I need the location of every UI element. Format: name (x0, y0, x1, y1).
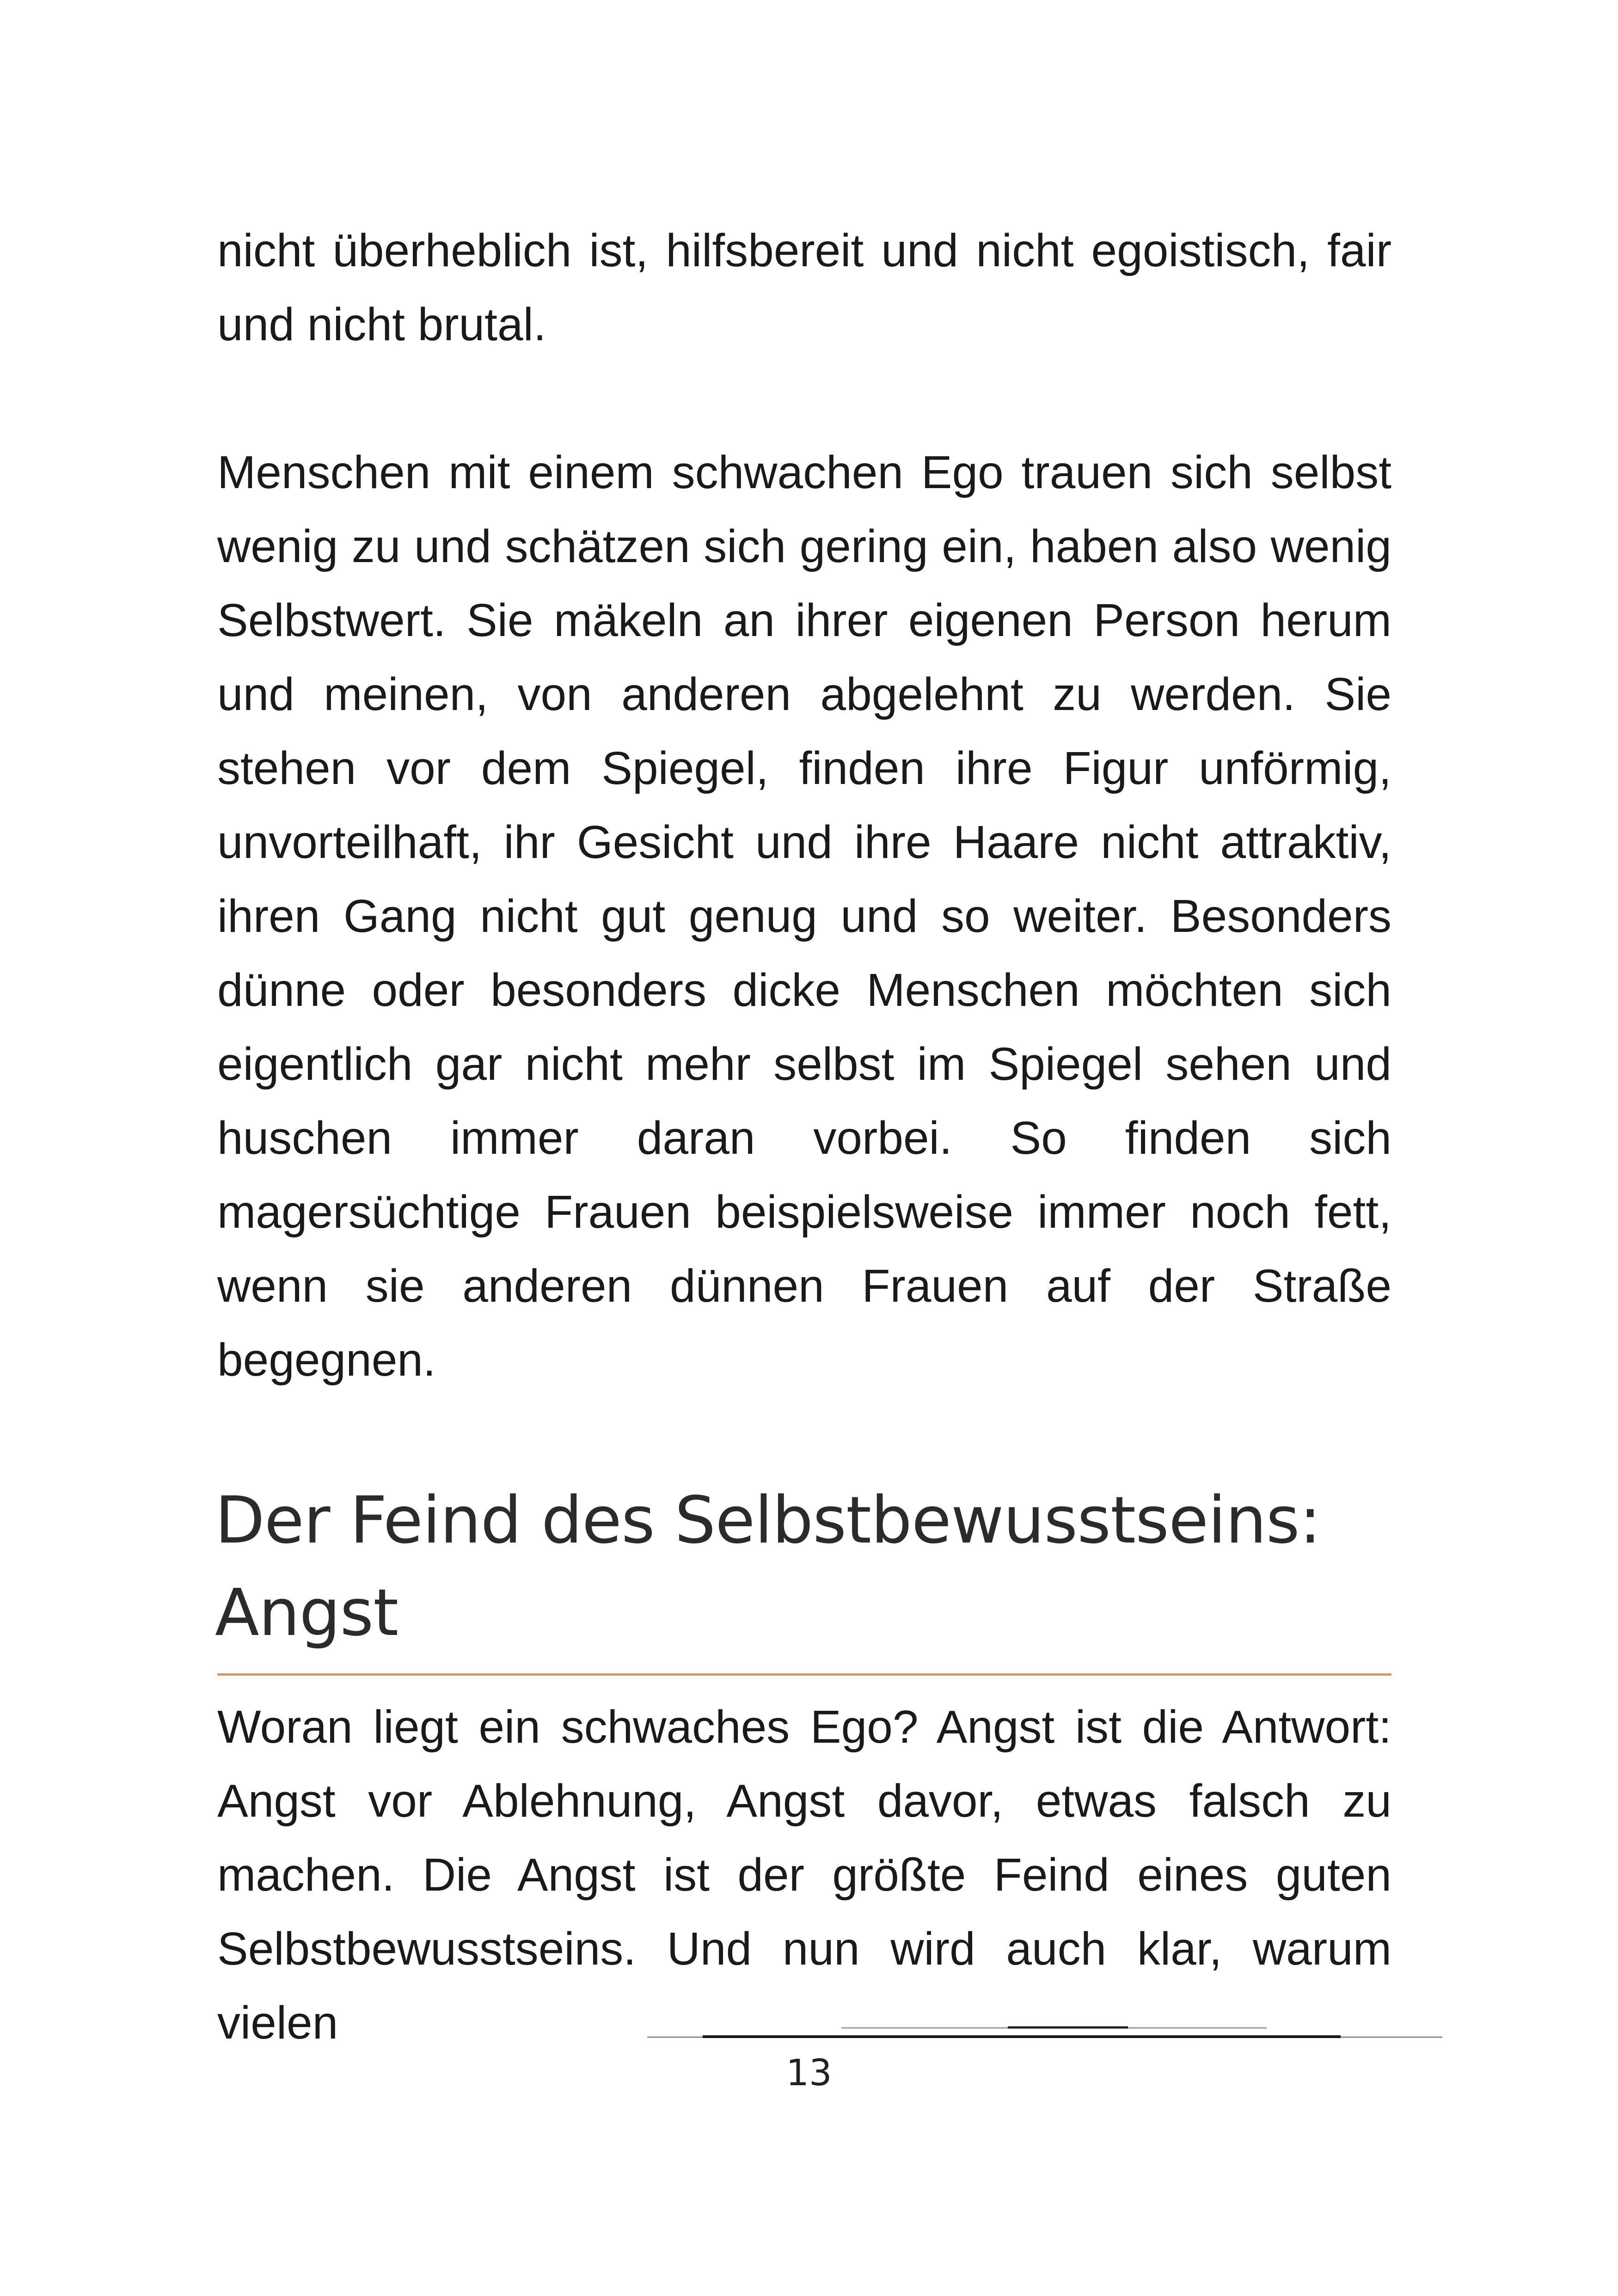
paragraph-weak-ego: Menschen mit einem schwachen Ego trauen sich selbst wenig zu und schätzen sich gering ein, haben also wenig Selbstwert. Sie mäkeln an ihrer eigenen Person herum und meinen, von anderen abgelehnt zu werden. Sie stehen vor dem Spiegel, finden ihre Figur unförmig, unvorteilhaft, ihr Gesicht und ihre Haare nicht attraktiv, ihren Gang nicht gut genug und so weiter. Besonders dünne oder besonders dicke Menschen möchten sich eigentlich gar nicht mehr selbst im Spiegel sehen und huschen immer daran vorbei. So finden sich magersüchtige Frauen beispielsweise immer noch fett, wenn sie anderen dünnen Frauen auf der Straße begegnen. (217, 447, 1391, 1386)
paragraph-fear: Woran liegt ein schwaches Ego? Angst ist die Antwort: Angst vor Ablehnung, Angst davor, etwas falsch zu machen. Die Angst ist der größte Feind eines guten Selbstbewusstseins. Und nun wird auch klar, warum vielen (217, 1701, 1391, 2049)
section-heading-line-1: Der Feind des Selbstbewusstseins: (215, 1483, 1321, 1558)
section-heading (215, 1475, 1398, 1659)
footer-decoration (647, 2022, 1442, 2041)
heading-underline (217, 1673, 1391, 1676)
section-heading-line-2: Angst (215, 1575, 398, 1651)
page-number: 13 (786, 2052, 832, 2094)
paragraph-continuation: nicht überheblich ist, hilfsbereit und nicht egoistisch, fair und nicht brutal. (217, 225, 1391, 350)
